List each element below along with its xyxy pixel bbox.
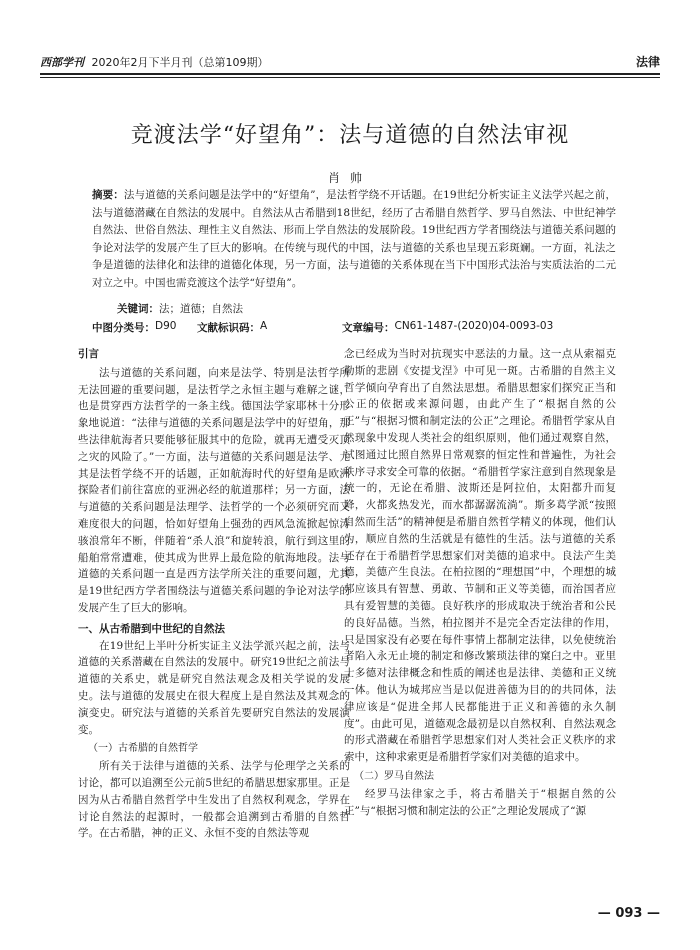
section-label: 法律 xyxy=(635,55,660,69)
article-label: 文章编号： xyxy=(342,322,395,334)
running-header xyxy=(40,50,660,72)
abstract-text: 法与道德的关系问题是法学中的“好望角”，是法哲学绕不开话题。在19世纪分析实证主义法学兴起之前，法与道德潜藏在自然法的发展中。自然法从古希腊到18世纪，经历了古希腊自然哲学、罗马自然法、中世纪神学自然法、世俗自然法、理性主义自然法、形而上学自然法的发展阶段。19世纪西方学者围绕法与道德关系问题的争论对法学的发展产生了巨大的影响。在传统与现代的中国，法与道德的关系也呈现五彩斑斓。一方面，礼法之争是道德的法律化和法律的道德化体现，另一方面，法与道德的关系体现在当下中国形式法治与实质法治的二元对立之中。中国也需竞渡这个法学“好望角”。 xyxy=(92,189,617,289)
doc-code xyxy=(197,320,268,335)
header-rule-thick xyxy=(40,73,660,75)
doc-label: 文献标识码： xyxy=(197,322,260,334)
article-title: 竞渡法学“好望角”：法与道德的自然法审视 xyxy=(130,123,570,148)
doc-value: A xyxy=(260,320,268,332)
header-left xyxy=(40,54,269,70)
intro-heading: 引言 xyxy=(78,348,99,360)
abstract-label: 摘要： xyxy=(92,189,124,201)
clc-value: D90 xyxy=(155,320,177,332)
abstract xyxy=(92,187,616,292)
subsection-heading-2: （二）罗马自然法 xyxy=(354,770,434,782)
article-number xyxy=(342,320,554,335)
section-heading-1: 一、从古希腊到中世纪的自然法 xyxy=(78,622,225,635)
right-column xyxy=(344,346,616,819)
page-number: — 093 — xyxy=(597,906,660,921)
header-rule-thin xyxy=(40,77,660,78)
issue-text: 2020年2月下半月刊（总第109期） xyxy=(91,56,269,69)
keywords-label: 关键词： xyxy=(117,303,159,315)
subsection1-paragraph: 所有关于法律与道德的关系、法学与伦理学之关系的讨论，都可以追溯至公元前5世纪的希腊思想家那里。正是因为从古希腊自然哲学中生发出了自然权利观念，学界在讨论自然法的起源时，一般都会追溯到古希腊的自然哲学。在古希腊，神的正义、永恒不变的自然法等观 xyxy=(78,760,350,840)
section1-paragraph: 在19世纪上半叶分析实证主义法学派兴起之前，法与道德的关系潜藏在自然法的发展中。研究19世纪之前法与道德的关系史，就是研究自然法观念及相关学说的发展史。法与道德的发展史在很大程度上是自然法及其观念的演变史。研究法与道德的关系首先要研究自然法的发展演变。 xyxy=(78,639,350,736)
journal-logo: 西部学刊 xyxy=(40,56,84,69)
subsection2-paragraph: 经罗马法律家之手，将古希腊关于“根据自然的公正”与“根据习惯和制定法的公正”之理论发展成了“源 xyxy=(344,787,616,817)
left-column xyxy=(78,346,350,842)
keywords xyxy=(117,301,243,316)
continued-paragraph: 念已经成为当时对抗现实中恶法的力量。这一点从索福克勒斯的悲剧《安提戈涅》中可见一斑。古希腊的自然主义哲学倾向孕育出了自然法思想。希腊思想家们探究正当和公正的依据或来源问题，由此产生了“根据自然的公正”与“根据习惯和制定法的公正”之理论。希腊哲学家从自然现象中发现人类社会的组织原则，他们通过观察自然，试图通过比照自然界日常观察的恒定性和普遍性，为社会秩序寻求安全可靠的依据。“希腊哲学家注意到自然现象是统一的，无论在希腊、波斯还是阿拉伯，太阳都升而复降，火都炙热发光，而水都潺潺流淌”。斯多葛学派“按照自然而生活”的精神便是希腊自然哲学精义的体现，他们认为，顺应自然的生活就是有德性的生活。法与道德的关系还存在于希腊哲学思想家们对美德的追求中。良法产生美德，美德产生良法。在柏拉图的“理想国”中，个理想的城邦应该具有智慧、勇敢、节制和正义等美德，而治国者应具有爱智慧的美德。良好秩序的形成取决于统治者和公民的良好品德。当然，柏拉图并不是完全否定法律的作用，只是国家没有必要在每件事情上都制定法律，以免使统治者陷入永无止境的制定和修改繁琐法律的窠臼之中。亚里士多德对法律概念和性质的阐述也是法律、美德和正义统一体。他认为城邦应当是以促进善德为目的的共同体，法律应该是“促进全邦人民都能进于正义和善德的永久制度”。由此可见，道德观念最初是以自然权利、自然法观念的形式潜藏在希腊哲学思想家们对人类社会正义秩序的求索中，这种求索更是希腊哲学家们对美德的追求中。 xyxy=(344,348,616,764)
author-name: 肖帅 xyxy=(327,171,372,185)
keywords-text: 法；道德；自然法 xyxy=(159,303,243,315)
clc-code xyxy=(92,320,177,335)
clc-label: 中图分类号： xyxy=(92,322,155,334)
subsection-heading-1: （一）古希腊的自然哲学 xyxy=(88,743,198,755)
article-value: CN61-1487-(2020)04-0093-03 xyxy=(394,320,554,332)
intro-paragraph: 法与道德的关系问题，向来是法学、特别是法哲学所无法回避的重要问题，是法哲学之永恒主题与难解之谜，也是贯穿西方法哲学的一条主线。德国法学家耶林十分形象地说道：“法律与道德的关系问题是法学中的好望角，那些法律航海者只要能够征服其中的危险，就再无遭受灭顶之灾的风险了。”一方面，法与道德的关系问题是法学、尤其是法哲学绕不开的话题，正如航海时代的好望角是欧洲探险者们前往富庶的亚洲必经的航道那样；另一方面，法与道德的关系问题是法理学、法哲学的一个必须研究而又难度很大的问题，恰如好望角上强劲的西风急流掀起惊涛骇浪常年不断，伴随着“杀人浪”和旋转浪，航行到这里的船舶常常遭难，使其成为世界上最危险的航海地段。法与道德的关系问题一直是西方法学所关注的重要问题，尤其是19世纪西方学者围绕法与道德关系问题的争论对法学的发展产生了巨大的影响。 xyxy=(78,366,350,614)
